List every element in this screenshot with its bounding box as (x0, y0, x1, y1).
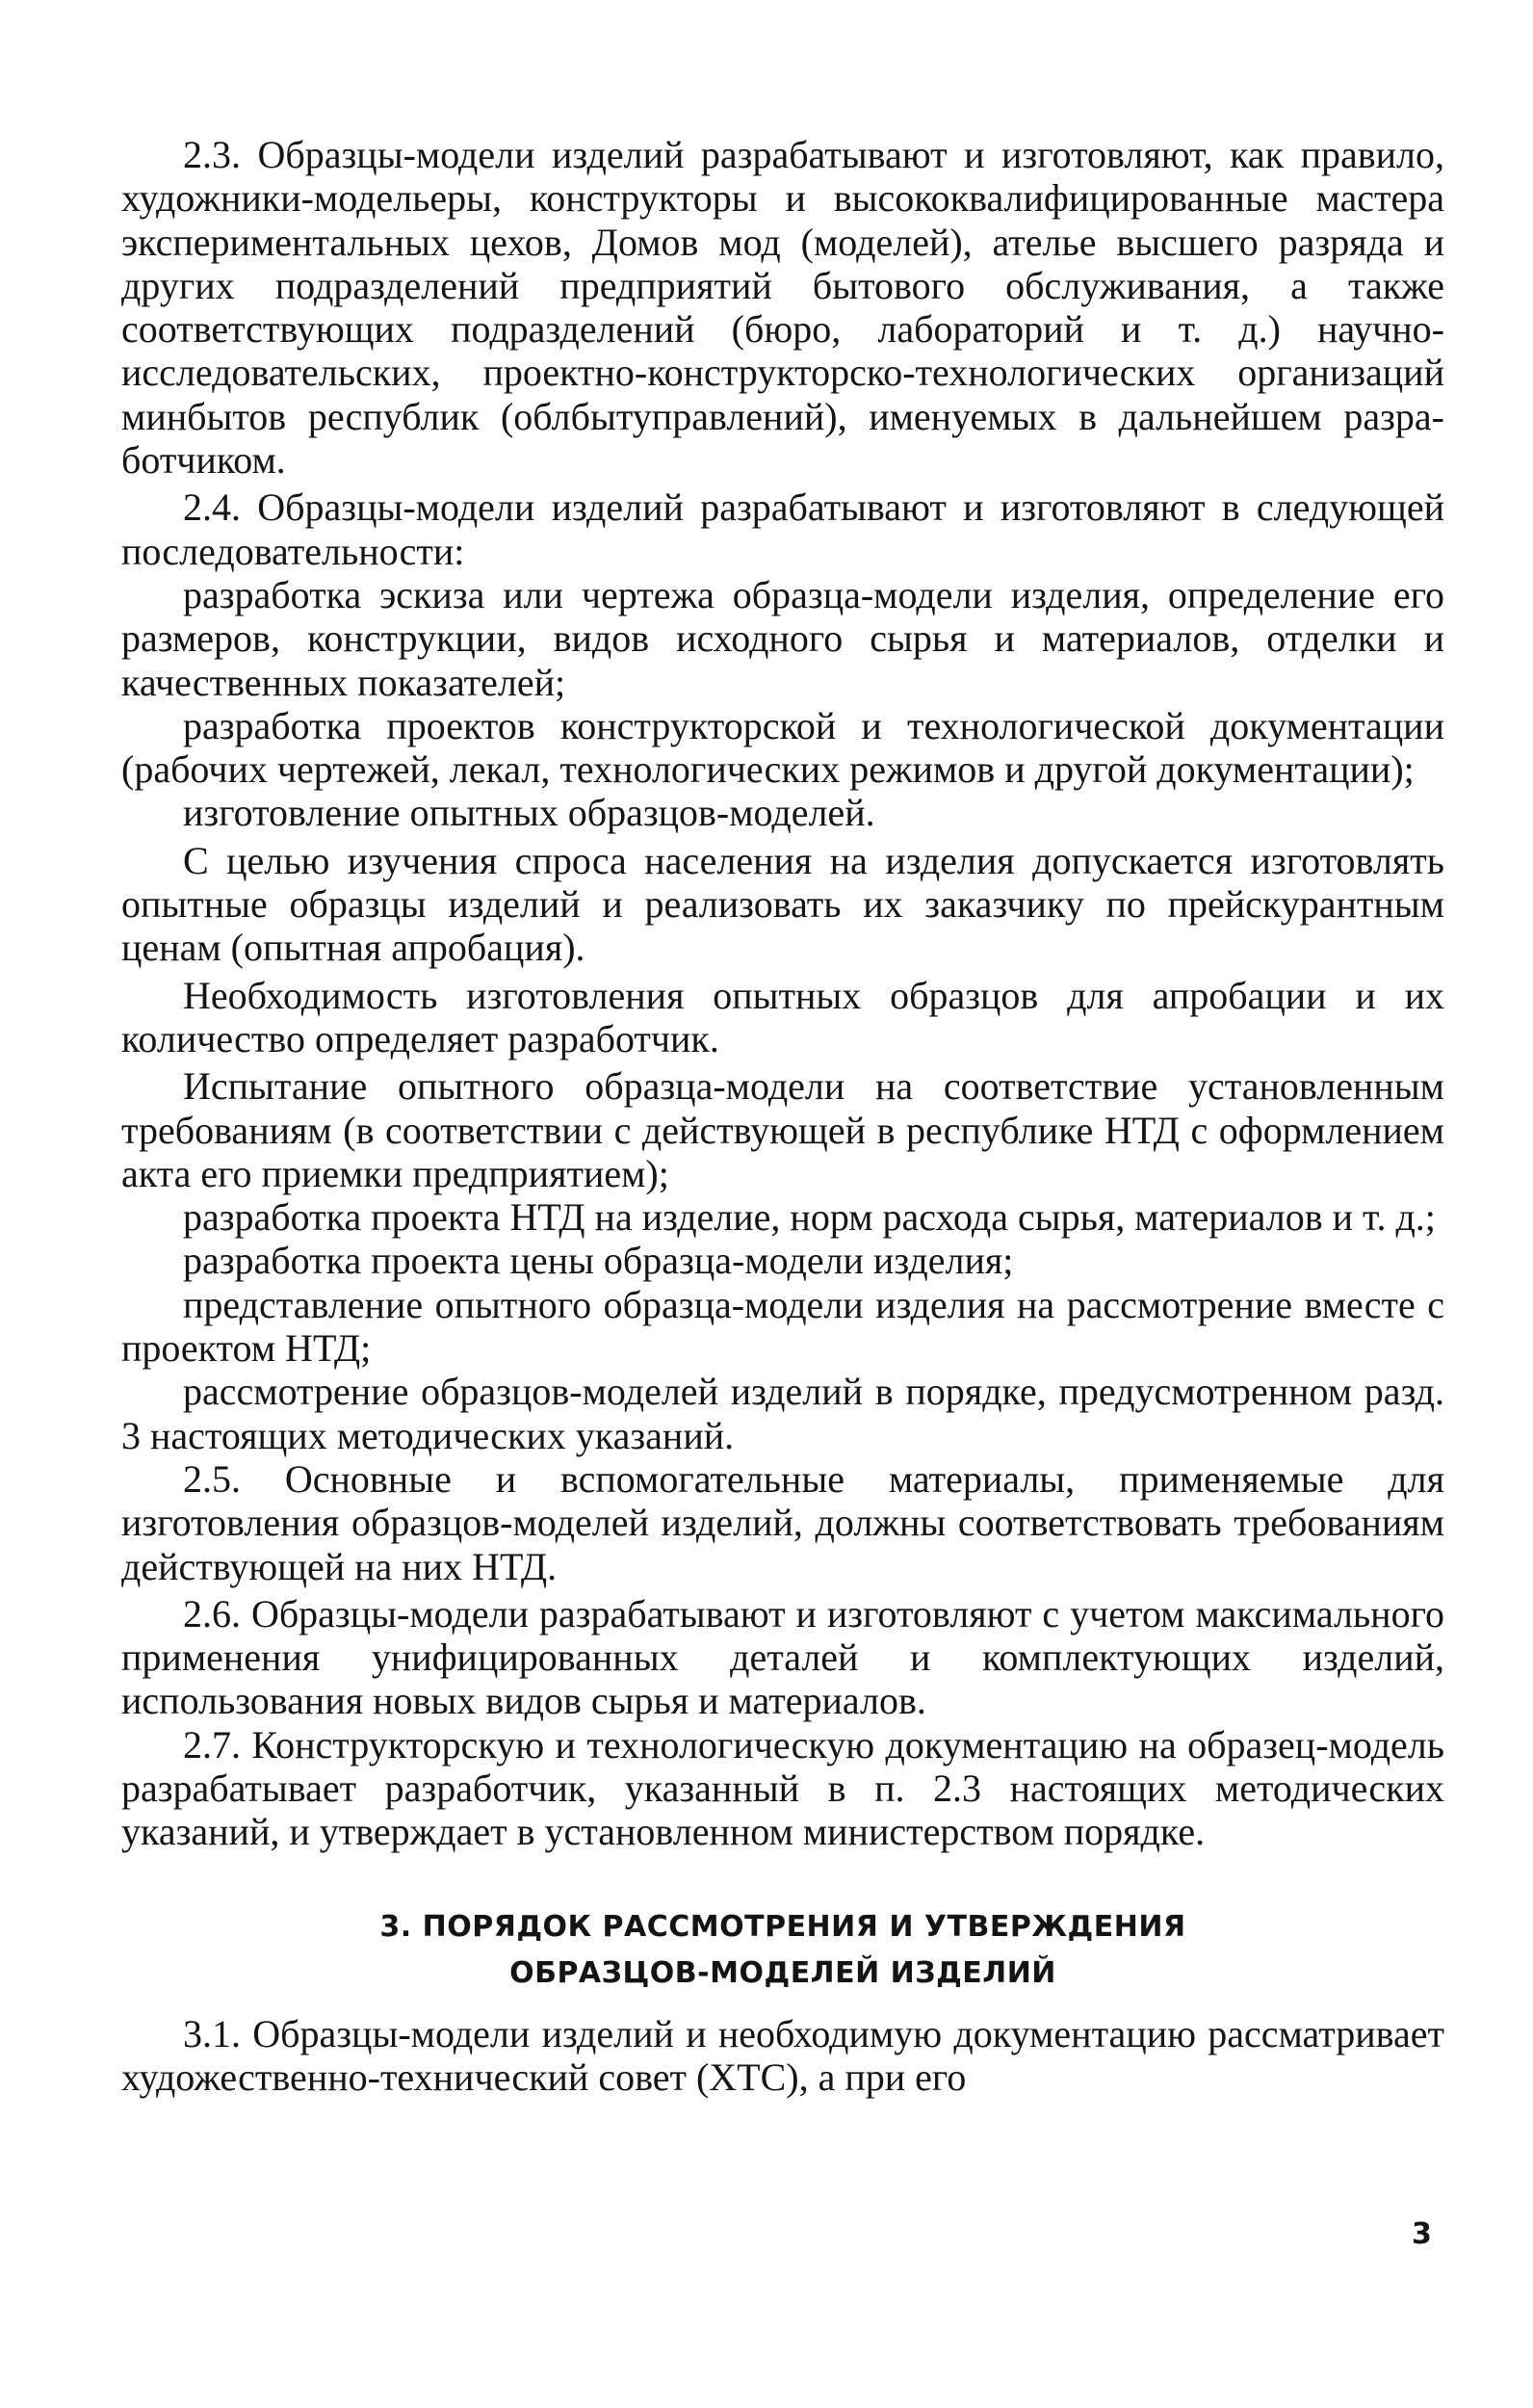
list-item-review: рассмотрение образцов-моделей изделий в порядке, предусмотренном разд. 3 настоящих методических указаний. (121, 1370, 1444, 1457)
section-heading (121, 1904, 1444, 1997)
list-item-samples: изготовление опытных образцов-моделей. (183, 791, 875, 835)
list-item-presentation: представление опытного образца-модели изделия на рассмотрение вместе с проектом НТД; (121, 1282, 1444, 1371)
paragraph-2-5: 2.5. Основные и вспомогательные материалы, применяемые для изготовления образцов-моделей изделий, должны соответствовать требованиям действующей на них НТД. (121, 1456, 1444, 1588)
page-number: 3 (1412, 2217, 1432, 2251)
list-item-sketch: разработка эскиза или чертежа образца-модели изделия, определение его размеров, конструкции, видов исходного сырья и материалов, отделки и качественных показателей; (121, 572, 1444, 704)
paragraph-approbation: Необходимость изготовления опытных образцов для апробации и их количество определяет разработчик. (121, 973, 1444, 1060)
paragraph-2-7: 2.7. Конструкторскую и технологическую документацию на образец-модель разрабатывает разработчик, указанный в п. 2.3 настоящих методических указаний, и утверждает в установленном министерством порядке. (121, 1722, 1444, 1854)
list-item-documentation: разработка проектов конструкторской и технологической документации (рабочих чертежей, лекал, технологических режимов и другой документации); (121, 703, 1444, 792)
paragraph-2-4: 2.4. Образцы-модели изделий разрабатывают и изготовляют в следующей последовательности: (121, 485, 1444, 573)
section-heading-line-2: ОБРАЗЦОВ-МОДЕЛЕЙ ИЗДЕЛИЙ (509, 1955, 1056, 1990)
list-item-price-project: разработка проекта цены образца-модели изделия; (183, 1239, 1014, 1283)
paragraph-2-3: 2.3. Образцы-модели изделий разрабатывают и изготовляют, как правило, художники-модельеры, конструкторы и высококвалифицированные мастера экспериментальных цехов, Домов мод (моделей), ателье высшего разряда и других подразделений предприятий бытового обслуживания, а также соответствующих подразделений (бюро, лабораторий и т. д.) научно-исследовательских, проектно-конструкторско-технологических организаций минбытов республик (облбытуправлений), именуемых в дальнейшем разработчиком. (121, 133, 1444, 483)
paragraph-3-1: 3.1. Образцы-модели изделий и необходимую документацию рассматривает художественно-технический совет (ХТС), а при его (121, 2011, 1444, 2099)
body-text (121, 133, 1444, 2099)
list-item-ntd-project: разработка проекта НТД на изделие, норм расхода сырья, материалов и т. д.; (183, 1195, 1436, 1240)
section-heading-line-1: 3. ПОРЯДОК РАССМОТРЕНИЯ И УТВЕРЖДЕНИЯ (379, 1909, 1186, 1944)
paragraph-testing: Испытание опытного образца-модели на соответствие установленным требованиям (в соответствии с действующей в республике НТД с оформлением акта его приемки предприятием); (121, 1064, 1444, 1195)
paragraph-demand-study: С целью изучения спроса населения на изделия допускается изготовлять опытные образцы изделий и реализовать их заказчику по прейскурантным ценам (опытная апробация). (121, 838, 1444, 970)
paragraph-2-6: 2.6. Образцы-модели разрабатывают и изготовляют с учетом максимального применения унифицированных деталей и комплектующих изделий, использования новых видов сырья и материалов. (121, 1591, 1444, 1723)
